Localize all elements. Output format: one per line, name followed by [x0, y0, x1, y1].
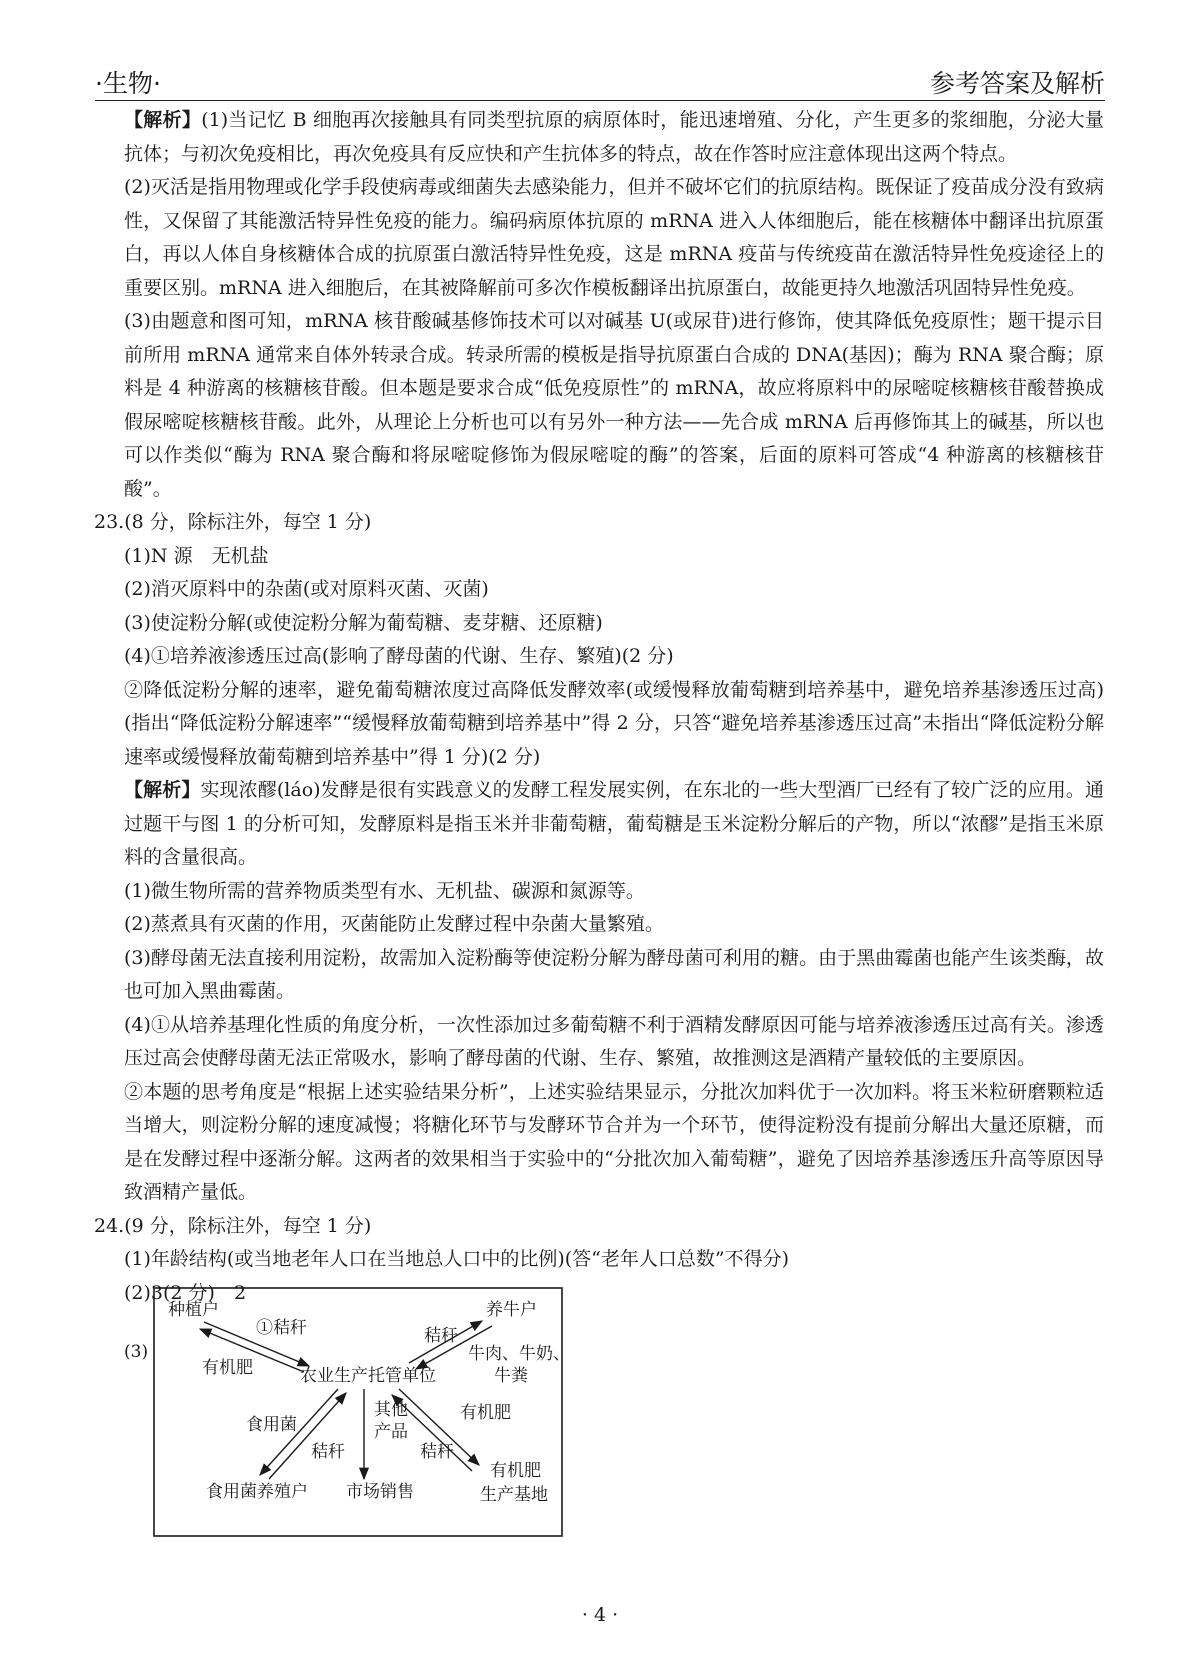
edge-label-straw-3: 秸秆 — [311, 1442, 345, 1462]
analysis-paragraph-1 — [124, 104, 1104, 171]
question-23-header: 23.(8 分，除标注外，每空 1 分) — [94, 511, 372, 533]
edge-label-other-2: 产品 — [374, 1422, 408, 1442]
analysis-text: 实现浓醪(láo)发酵是很有实践意义的发酵工程发展实例，在东北的一些大型酒厂已经有了较广泛的应用。通过题干与图 1 的分析可知，发酵原料是指玉米并非葡萄糖，葡萄糖是玉米淀粉分解后的产物，所以“浓醪”是指玉米原料的含量很高。 — [124, 779, 1104, 868]
edge-label-straw-4: 秸秆 — [420, 1442, 454, 1462]
q23-analysis-3: (3)酵母菌无法直接利用淀粉，故需加入淀粉酶等使淀粉分解为酵母菌可利用的糖。由于黑曲霉菌也能产生该类酶，故也可加入黑曲霉菌。 — [124, 946, 1104, 1002]
subject-label: ·生物· — [95, 69, 161, 98]
q23-answer-3: (3)使淀粉分解(或使淀粉分解为葡萄糖、麦芽糖、还原糖) — [124, 611, 603, 634]
analysis-tag: 【解析】 — [124, 779, 201, 801]
q23-answer-5: ②降低淀粉分解的速率，避免葡萄糖浓度过高降低发酵效率(或缓慢释放葡萄糖到培养基中，避免培养基渗透压过高)(指出“降低淀粉分解速率”“缓慢释放葡萄糖到培养基中”得 2 分，只答“避免培养基渗透压过高”未指出“降低淀粉分解速率或缓慢释放葡萄糖到培养基中”得 1 分)(2 分) — [124, 678, 1104, 768]
arrow-mushroom-to-center — [269, 1393, 346, 1479]
node-fertilizer-base-1: 有机肥 — [490, 1461, 541, 1481]
analysis-tag: 【解析】 — [124, 109, 202, 131]
page-header — [95, 62, 1105, 101]
q23-analysis — [124, 774, 1104, 875]
q23-analysis-5: ②本题的思考角度是“根据上述实验结果分析”，上述实验结果显示，分批次加料优于一次加料。将玉米粒研磨颗粒适当增大，则淀粉分解的速度减慢；将糖化环节与发酵环节合并为一个环节，使得淀粉没有提前分解出大量还原糖，而是在发酵过程中逐渐分解。这两者的效果相当于实验中的“分批次加入葡萄糖”，避免了因培养基渗透压升高等原因导致酒精产量低。 — [124, 1080, 1104, 1203]
node-cattle-farmer: 养牛户 — [486, 1300, 537, 1320]
q23-analysis-4: (4)①从培养基理化性质的角度分析，一次性添加过多葡萄糖不利于酒精发酵原因可能与培养液渗透压过高有关。渗透压过高会使酵母菌无法正常吸水，影响了酵母菌的代谢、生存、繁殖，故推测这是酒精产量较低的主要原因。 — [124, 1013, 1104, 1069]
q24-answer-3-label: (3) — [124, 1342, 149, 1362]
edge-label-beef-2: 牛粪 — [494, 1366, 528, 1386]
node-center: 农业生产托管单位 — [300, 1366, 436, 1386]
node-market: 市场销售 — [346, 1482, 414, 1502]
edge-label-straw-2: 秸秆 — [424, 1326, 458, 1346]
flow-diagram — [124, 1285, 684, 1540]
flow-diagram-svg — [124, 1285, 684, 1540]
q24-answer-2: (2)3(2 分) 2 — [124, 1281, 247, 1304]
node-mushroom-farmer: 食用菌养殖户 — [206, 1482, 308, 1502]
edge-label-mushroom: 食用菌 — [246, 1415, 297, 1435]
analysis-text: (1)当记忆 B 细胞再次接触具有同类型抗原的病原体时，能迅速增殖、分化，产生更多的浆细胞，分泌大量抗体；与初次免疫相比，再次免疫具有反应快和产生抗体多的特点，故在作答时应注意体现出这两个特点。 — [124, 109, 1104, 165]
q23-analysis-1: (1)微生物所需的营养物质类型有水、无机盐、碳源和氮源等。 — [124, 879, 645, 902]
edge-label-other-1: 其他 — [374, 1400, 408, 1420]
q23-answer-4: (4)①培养液渗透压过高(影响了酵母菌的代谢、生存、繁殖)(2 分) — [124, 645, 674, 667]
q23-answer-1: (1)N 源 无机盐 — [124, 544, 269, 567]
edge-label-manure-2: 有机肥 — [460, 1403, 511, 1423]
section-title: 参考答案及解析 — [929, 69, 1105, 98]
analysis-paragraph-3: (3)由题意和图可知，mRNA 核苷酸碱基修饰技术可以对碱基 U(或尿苷)进行修饰，使其降低免疫原性；题干提示目前所用 mRNA 通常来自体外转录合成。转录所需的模板是指导抗原蛋白合成的 DNA(基因)；酶为 RNA 聚合酶；原料是 4 种游离的核糖核苷酸。但本题是要求合成“低免疫原性”的 mRNA，故应将原料中的尿嘧啶核糖核苷酸替换成假尿嘧啶核糖核苷酸。此外，从理论上分析也可以有另外一种方法——先合成 mRNA 后再修饰其上的碱基，所以也可以作类似“酶为 RNA 聚合酶和将尿嘧啶修饰为假尿嘧啶的酶”的答案，后面的原料可答成“4 种游离的核糖核苷酸”。 — [124, 310, 1104, 500]
q24-answer-1: (1)年龄结构(或当地老年人口在当地总人口中的比例)(答“老年人口总数”不得分) — [124, 1248, 789, 1270]
answer-body — [94, 104, 1104, 1310]
question-24-header: 24.(9 分，除标注外，每空 1 分) — [94, 1214, 372, 1237]
q23-analysis-2: (2)蒸煮具有灭菌的作用，灭菌能防止发酵过程中杂菌大量繁殖。 — [124, 913, 664, 935]
edge-label-beef-1: 牛肉、牛奶、 — [468, 1344, 570, 1364]
node-grower: 种植户 — [168, 1300, 219, 1320]
analysis-paragraph-2: (2)灭活是指用物理或化学手段使病毒或细菌失去感染能力，但并不破坏它们的抗原结构。既保证了疫苗成分没有致病性，又保留了其能激活特异性免疫的能力。编码病原体抗原的 mRNA 进入人体细胞后，能在核糖体中翻译出抗原蛋白，再以人体自身核糖体合成的抗原蛋白激活特异性免疫，这是 mRNA 疫苗与传统疫苗在激活特异性免疫途径上的重要区别。mRNA 进入细胞后，在其被降解前可多次作模板翻译出抗原蛋白，故能更持久地激活巩固特异性免疫。 — [124, 176, 1104, 299]
edge-label-manure-1: 有机肥 — [202, 1358, 253, 1378]
page-number: · 4 · — [581, 1604, 619, 1626]
node-fertilizer-base-2: 生产基地 — [480, 1485, 548, 1505]
edge-label-straw-1: ①秸秆 — [256, 1318, 307, 1338]
q23-answer-2: (2)消灭原料中的杂菌(或对原料灭菌、灭菌) — [124, 578, 489, 600]
